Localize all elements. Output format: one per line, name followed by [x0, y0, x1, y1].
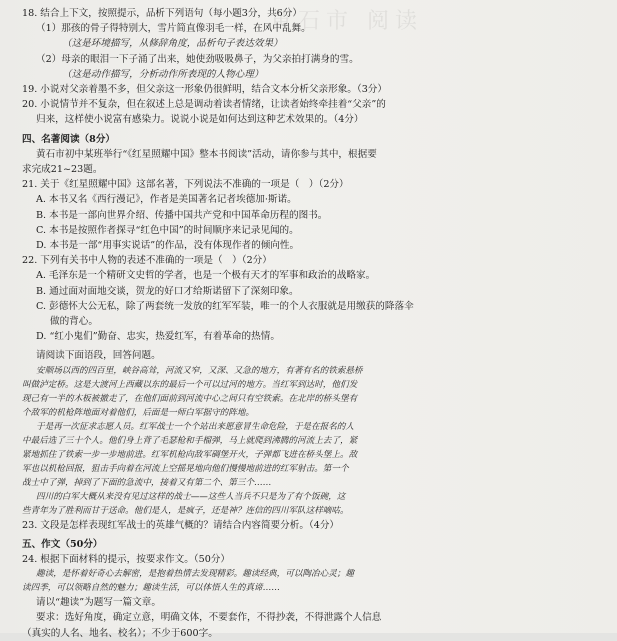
section-5-title: 五、作文（50分）	[22, 538, 103, 550]
essay-requirement-1: 要求：选好角度，确定立意，明确文体，不要套作，不得抄袭，不得泄露个人信息	[36, 612, 382, 624]
q24-stem: 24. 根据下面材料的提示，按要求作文。（50分）	[22, 554, 230, 566]
q18-note-1: （这是环境描写，从修辞角度，品析句子表达效果）	[62, 38, 283, 50]
passage-line: 军也以机枪回报，狙击手向着在河流上空摇晃地向他们慢慢地前进的红军射击。第一个	[22, 463, 349, 474]
q18-sentence-2: （2）母亲的眼泪一下子涌了出来，她使劲吸吸鼻子，为父亲拍打满身的雪。	[36, 53, 359, 65]
essay-task: 请以“趣读”为题写一篇文章。	[36, 597, 161, 609]
q21-option-a: A. 本书又名《西行漫记》，作者是美国著名记者埃德加·斯诺。	[36, 194, 297, 206]
exam-content	[22, 6, 602, 641]
q18-stem: 18. 结合上下文，按照提示，品析下列语句（每小题3分，共6分）	[22, 8, 302, 19]
section-4-intro-2: 求完成21~23题。	[22, 164, 103, 176]
passage-line: 现己有一半的木板被撤走了，在他们面前到河流中心之间只有空铁索。在北岸的桥头堡有	[22, 393, 358, 404]
q21-option-d: D. 本书是一部“用事实说话”的作品，没有体现作者的倾向性。	[36, 240, 300, 252]
q20-line-1: 20. 小说情节并不复杂，但在叙述上总是调动着读者情绪，让读者始终牵挂着“父亲”的	[22, 99, 386, 111]
essay-material-line-2: 读四季，可以领略自然的魅力；趣读生活，可以体悟人生的真谛……	[22, 583, 280, 594]
section-4-intro-1: 黄石市初中某班举行“《红星照耀中国》整本书阅读”活动，请你参与其中，根据要	[36, 148, 377, 160]
q20-line-2: 归来，这样使小说富有感染力。说说小说是如何达到这种艺术效果的。（4分）	[36, 114, 364, 126]
passage-line: 安顺场以西的四百里，峡谷高耸，河流又窄，又深、又急的地方，有著有名的铁索悬桥	[36, 365, 363, 376]
q21-option-b: B. 本书是一部向世界介绍、传播中国共产党和中国革命历程的图书。	[36, 209, 328, 221]
passage-line: 紧地抓住了铁索一步一步地前进。红军机枪向敌军碉堡开火，子弹都飞进在桥头堡上。敌	[22, 449, 358, 460]
q22-stem: 22. 下列有关书中人物的表述不准确的一项是（ ）（2分）	[22, 255, 272, 267]
read-prompt: 请阅读下面语段，回答问题。	[36, 350, 161, 362]
passage-line: 战士中了弹，掉到了下面的急流中，接着又有第二个、第三个……	[22, 477, 272, 488]
passage	[22, 364, 602, 518]
q19: 19. 小说对父亲着墨不多，但父亲这一形象仍很鲜明，结合文本分析父亲形象。（3分）	[22, 84, 387, 96]
q22-option-c-line-1: C. 彭德怀大公无私，除了两套统一发放的红军军装，唯一的个人衣服就是用缴获的降落伞	[36, 300, 414, 312]
essay-material	[22, 567, 602, 595]
q21-option-c: C. 本书是按照作者探寻“红色中国”的时间顺序来记录见闻的。	[36, 224, 299, 236]
essay-material-line-1: 趣读，是怀着好奇心去解密，是抱着热情去发现精彩。趣读经典，可以陶冶心灵；趣	[36, 569, 354, 580]
q22-option-b: B. 通过面对面地交谈，贺龙的好口才给斯诺留下了深刻印象。	[36, 285, 299, 297]
passage-line: 叫做泸定桥。这是大渡河上西藏以东的最后一个可以过河的地方。当红军到达时，他们发	[22, 379, 358, 390]
passage-line: 于是再一次征求志愿人员。红军战士一个个站出来愿意冒生命危险，于是在报名的人	[36, 421, 354, 432]
passage-line: 四川的白军大概从来没有见过这样的战士——这些人当兵不只是为了有个饭碗，这	[36, 491, 346, 502]
q22-option-a: A. 毛泽东是一个精研文史哲的学者，也是一个极有天才的军事和政治的战略家。	[36, 270, 376, 282]
q22-option-d: D. “红小鬼们”勤奋、忠实，热爱红军，有着革命的热情。	[36, 331, 280, 343]
q18-note-2: （这是动作描写，分析动作所表现的人物心理）	[62, 68, 264, 80]
q21-stem: 21. 关于《红星照耀中国》这部名著，下列说法不准确的一项是（ ）（2分）	[22, 179, 349, 191]
q23: 23. 文段是怎样表现红军战士的英雄气概的？请结合内容简要分析。（4分）	[22, 519, 340, 531]
passage-line: 个敌军的机枪阵地面对着他们，后面是一师白军据守的阵地。	[22, 407, 255, 418]
q22-option-c-line-2: 做的背心。	[50, 316, 98, 328]
section-4-title: 四、名著阅读（8分）	[22, 133, 116, 145]
passage-line: 中最后选了三十个人。他们身上背了毛瑟枪和手榴弹，马上就爬到沸腾的河流上去了，紧	[22, 435, 358, 446]
essay-requirement-2: （真实的人名、地名、校名）；不少于600字。	[22, 627, 218, 639]
ghost-through-text: 黄石市 阅读	[270, 9, 423, 34]
passage-line: 些青年为了胜利而甘于送命。他们是人，是疯子，还是神？连信的四川军队这样嘀咕。	[22, 505, 349, 516]
q18-sentence-1: （1）那孩的骨子得特别大，雪片简直像羽毛一样，在风中乱舞。	[36, 23, 311, 35]
